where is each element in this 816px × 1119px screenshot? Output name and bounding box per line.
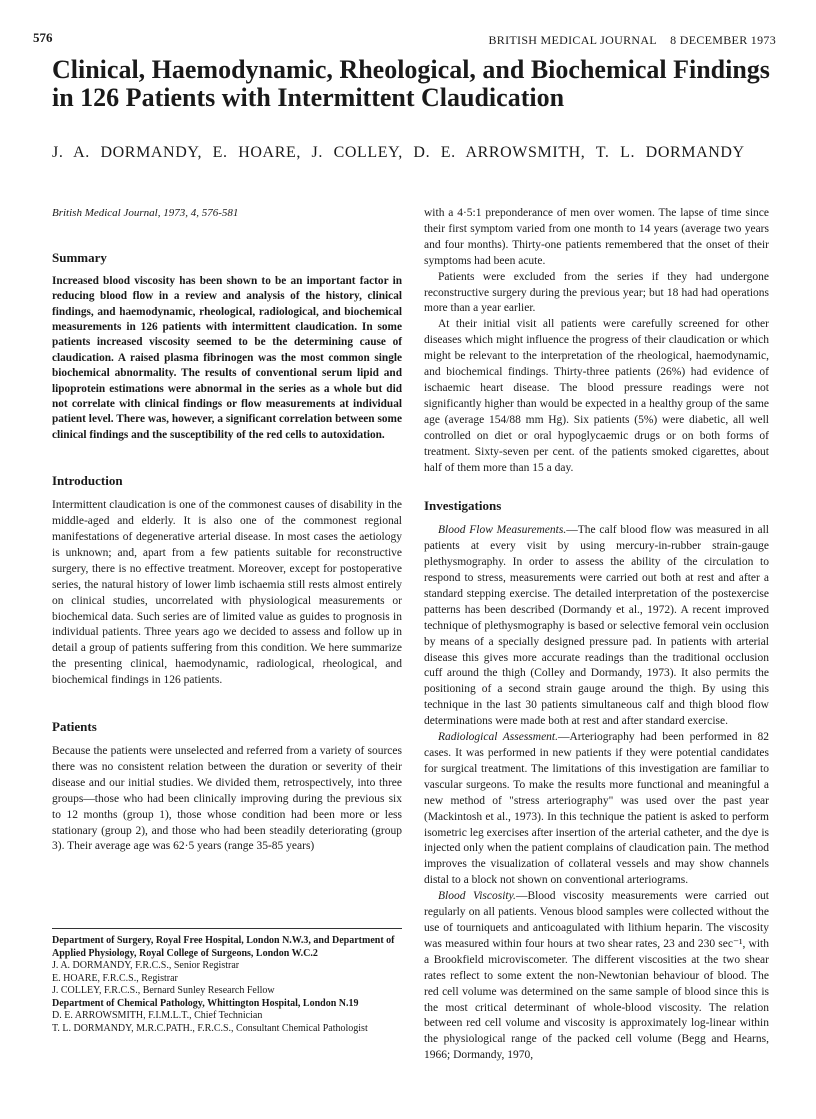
affiliation-person: J. COLLEY, F.R.C.S., Bernard Sunley Research Fellow [52,985,275,996]
journal-name: BRITISH MEDICAL JOURNAL [488,33,657,47]
running-header [488,33,776,48]
summary-heading: Summary [52,249,107,265]
radiological-paragraph [424,730,769,889]
article-title: Clinical, Haemodynamic, Rheological, and Biochemical Findings in 126 Patients with Intermittent Claudication [52,55,770,112]
author-list: J. A. DORMANDY, E. HOARE, J. COLLEY, D. E. ARROWSMITH, T. L. DORMANDY [52,144,745,161]
introduction-text: Intermittent claudication is one of the commonest causes of disability in the middle-aged and elderly. It is also one of the commonest regional manifestations of degenerative arterial disease. In most cases the aetiology is unknown; and, apart from a few patients suitable for reconstructive surgery, there is no effective treatment. Moreover, except for postoperative series, the natural history of lower limb ischaemia still rests almost entirely on clinical studies, uncorrelated with physiological measurements or biochemical data. Such series are of limited value as guides to prognosis in individual patients. Three years ago we decided to assess and follow up in detail a group of patients suffering from this condition. We here summarize the presenting clinical, haemodynamic, radiological, rheological, and biochemical findings in 126 patients. [52,499,402,687]
summary-text: Increased blood viscosity has been shown to be an important factor in reducing blood flow in a review and analysis of the history, clinical findings, and haemodynamic, rheological, radiological, and biochemical measurements in 126 patients with intermittent claudication. In some patients increased viscosity seemed to be the determining cause of claudication. A raised plasma fibrinogen was the most common single biochemical abnormality. The results of conventional serum lipid and lipoprotein estimations were abnormal in the series as a whole but did not correlate with clinical findings or flow measurements at individual patient level. There was, however, a significant correlation between some clinical findings and the susceptibility of the red cells to autoxidation. [52,274,402,441]
citation: British Medical Journal, 1973, 4, 576-581 [52,207,239,219]
patients-paragraph-cont: with a 4·5:1 preponderance of men over women. The lapse of time since their first symptom varied from one month to 14 years (average two years and four months). Thirty-one patients remembered that the onset of their symptoms had been acute. [424,207,769,267]
page-number: 576 [33,30,53,45]
affiliation-person: D. E. ARROWSMITH, F.I.M.L.T., Chief Technician [52,1010,263,1021]
right-column [424,206,769,1064]
affiliations [52,928,402,1035]
blood-flow-label: Blood Flow Measurements. [438,524,567,537]
viscosity-paragraph [424,889,769,1064]
affiliation-person: E. HOARE, F.R.C.S., Registrar [52,972,178,984]
affiliation-person: J. A. DORMANDY, F.R.C.S., Senior Registrar [52,960,240,971]
viscosity-label: Blood Viscosity. [438,890,516,903]
patients-paragraph: Because the patients were unselected and referred from a variety of sources there was no consistent relation between the duration or severity of their disease and our initial studies. We divided them, retrospectively, into three groups—those who had been clinically improving during the previous six to 12 months (group 1), those whose condition had been more or less stationary (group 2), and those who had been steadily deteriorating (group 3). Their average age was 62·5 years (range 35-85 years) [52,744,402,853]
patients-screening-paragraph: At their initial visit all patients were carefully screened for other diseases which might influence the progress of their claudication or which might be relevant to the interpretation of the rheological, haemodynamic, and biochemical findings. Thirty-three patients (26%) had evidence of ischaemic heart disease. The blood pressure readings were not significantly higher than would be expected in a healthy group of the same age (average 154/88 mm Hg). Six patients (5%) were diabetic, all well controlled on diet or oral hypoglycaemic drugs or on both forms of treatment. Sixty-seven per cent. of the patients smoked cigarettes, about half of them more than 15 a day. [424,318,769,474]
investigations-heading: Investigations [424,498,502,514]
left-column [52,206,402,855]
blood-flow-text: —The calf blood flow was measured in all patients at every visit by using mercury-in-rubber strain-gauge plethysmography. In order to assess the ability of the circulation to respond to stress, measurements were carried out both at rest and after a standard stepping exercise. The detailed interpretation of the postexercise patterns has been described (Dormandy et al., 1972). A recent improved technique of plethysmography is based or selective femoral vein occlusion by means of a specially designed pressure pad. In patients with arterial disease this gives more accurate readings than the traditional occlusion cuff around the thigh (Colley and Dormandy, 1973). It also permits the positioning of a second strain gauge around the thigh. By using this technique in the last 30 patients simultaneous calf and thigh blood flow determinations were made both at rest and after standard exercise. [424,524,769,728]
blood-flow-paragraph [424,523,769,730]
radiological-label: Radiological Assessment. [438,731,558,744]
radiological-text: —Arteriography had been performed in 82 cases. It was performed in new patients if they were potential candidates for surgical treatment. The limitations of this investigation are familiar to vascular surgeons. To make the results more functional and meaningful a new method of "stress arteriography" was used over the past year (Mackintosh et al., 1973). In this technique the patient is asked to perform isometric leg exercises after insertion of the arterial catheter, and the dye is injected only when the patient complains of claudication pain. The method improves the visualization of collateral vessels and may show channels distal to a block not shown on conventional arteriograms. [424,731,769,887]
introduction-heading: Introduction [52,473,123,489]
issue-date: 8 DECEMBER 1973 [670,33,776,47]
viscosity-text: —Blood viscosity measurements were carried out regularly on all patients. Venous blood samples were collected without the use of tourniquets and anticoagulated with lithium heparin. The viscosity was measured within four hours at two shear rates, 23 and 230 sec⁻¹, with a Brookfield microviscometer. The different viscosities at the two shear rates reflect to some extent the non-Newtonian behaviour of blood. The red cell volume was determined on the same sample of blood since this is the most critical determinant of whole-blood viscosity. The relation between red cell volume and viscosity is approximately log-linear within the physiological range of the packed cell volume (Begg and Hearns, 1966; Dormandy, 1970, [424,890,769,1062]
affiliation-dept-surgery: Department of Surgery, Royal Free Hospital, London N.W.3, and Department of Applied Physiology, Royal College of Surgeons, London W.C.2 [52,935,395,959]
patients-heading: Patients [52,719,97,735]
affiliation-dept-chem-pathology: Department of Chemical Pathology, Whittington Hospital, London N.19 [52,997,359,1009]
patients-exclusion-paragraph: Patients were excluded from the series if they had undergone reconstructive surgery during the previous year; but 18 had had operations more than a year earlier. [424,270,769,315]
affiliation-person: T. L. DORMANDY, M.R.C.PATH., F.R.C.S., Consultant Chemical Pathologist [52,1022,368,1034]
